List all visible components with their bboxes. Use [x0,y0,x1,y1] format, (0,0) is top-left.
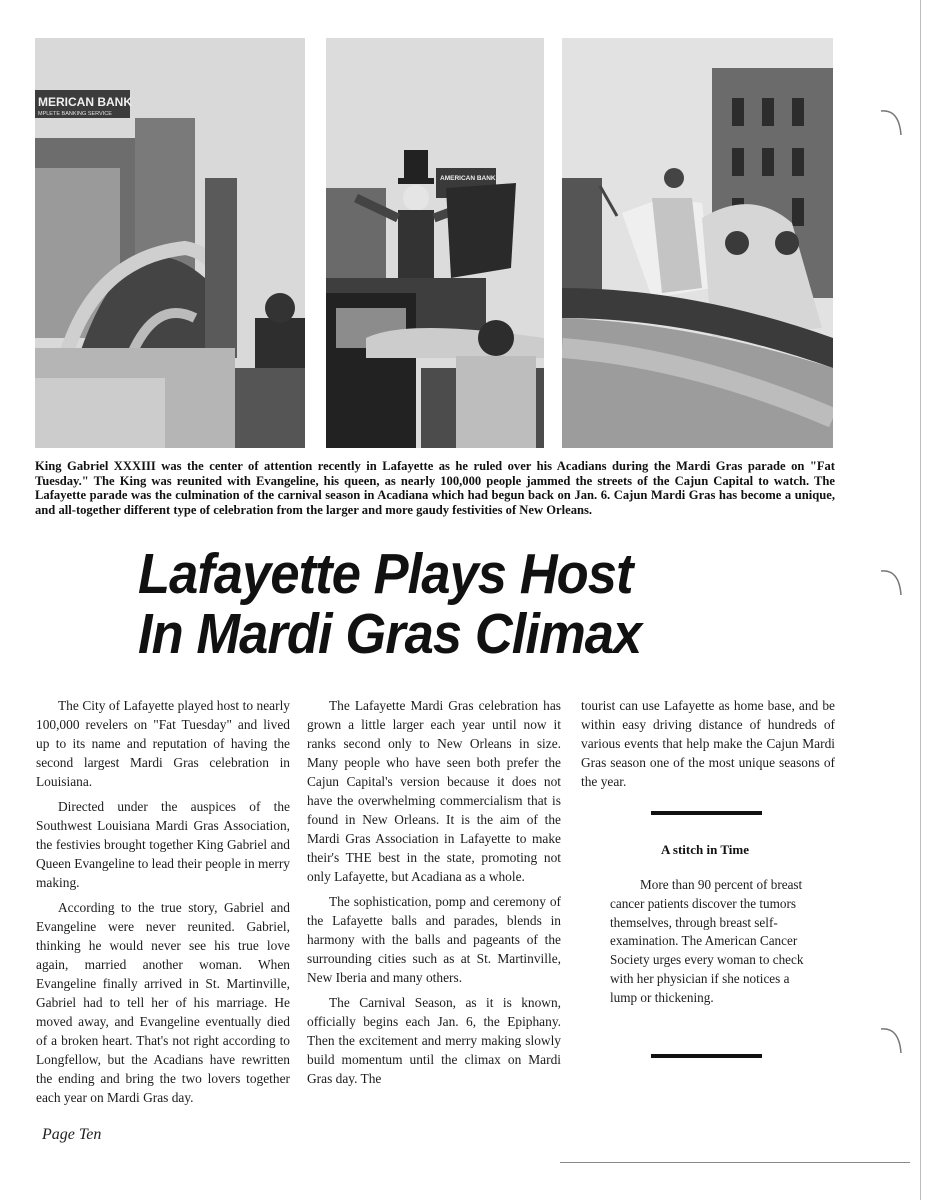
paragraph: The sophistication, pomp and ceremony of the Lafayette balls and parades, blends in harmony with the balls and pageants of the surrounding cities such as at St. Martinville, New Iberia and many others. [307,894,561,985]
article-headline [138,544,764,664]
sidebar-top-rule [651,811,762,815]
bank-sign-text: MERICAN BANK [38,95,132,109]
headline-line-2: In Mardi Gras Climax [138,602,642,666]
binder-hole-icon [877,105,905,141]
article-column-2 [307,696,561,1094]
sidebar-box [610,876,810,1008]
photo-caption: King Gabriel XXXIII was the center of attention recently in Lafayette as he ruled over his Acadians during the Mardi Gras parade on "Fat Tuesday." The King was reunited with Evangeline, his queen, as nearly 100,000 people jammed the streets of the Cajun Capital to watch. The Lafayette parade was the culmination of the carnival season in Acadiana which had begun back on Jan. 6. Cajun Mardi Gras has become a unique, and all-together different type of celebration from the larger and more gaudy festivities of New Orleans. [35,459,835,517]
paragraph: The City of Lafayette played host to nearly 100,000 revelers on "Fat Tuesday" and lived up to its name and reputation of having the second largest Mardi Gras celebration in Louisiana. [36,698,290,789]
parade-photo-king-float [35,38,305,448]
headline-line-1: Lafayette Plays Host [138,542,633,606]
page-edge-shadow [920,0,921,1200]
parade-photo-uncle-sam-float [326,38,544,448]
article-column-3 [581,696,835,797]
paragraph: The Carnival Season, as it is known, officially begins each Jan. 6, the Epiphany. Then the excitement and merry making slowly build momentum until the climax on Mardi Gras day. The [307,995,561,1086]
paragraph: According to the true story, Gabriel and Evangeline were never reunited. Gabriel, thinking he would never see his true love again, married another woman. When Evangeline finally arrived in St. Martinville, Gabriel had to tell her of his marriage. He moved away, and Evangeline eventually died of a broken heart. That's not right according to Longfellow, but the Acadians have rewritten the ending and bring the two lovers together each year on Mardi Gras day. [36,900,290,1105]
sidebar-title: A stitch in Time [660,842,749,857]
bank-sign-text-2: AMERICAN BANK [440,175,496,182]
page-number: Page Ten [42,1126,102,1143]
bank-subsign-text: MPLETE BANKING SERVICE [38,111,112,117]
binder-hole-icon [877,1023,905,1059]
binder-hole-icon [877,565,905,601]
article-column-1 [36,696,290,1113]
sidebar-text: More than 90 percent of breast cancer patients discover the tumors themselves, through breast self-examination. The American Cancer Society urges every woman to check with her physician if she notices a lump or thickening. [610,877,804,1005]
sidebar-bottom-rule [651,1054,762,1058]
paragraph: Directed under the auspices of the Southwest Louisiana Mardi Gras Association, the festivies brought together King Gabriel and Queen Evangeline to lead their people in merry making. [36,799,290,890]
paragraph: tourist can use Lafayette as home base, and be within easy driving distance of hundreds of various events that help make the Cajun Mardi Gras season one of the most unique seasons of the year. [581,698,835,789]
paragraph: The Lafayette Mardi Gras celebration has grown a little larger each year until now it ranks second only to New Orleans in size. Many people who have seen both prefer the Cajun Capital's version because it does not have the overwhelming commercialism that is found in New Orleans. It is the aim of the Mardi Gras Association in Lafayette to make their's THE best in the state, promoting not only Lafayette, but Acadiana as a whole. [307,698,561,884]
page-edge-line [560,1162,910,1163]
parade-photo-king-gabriel [562,38,833,448]
